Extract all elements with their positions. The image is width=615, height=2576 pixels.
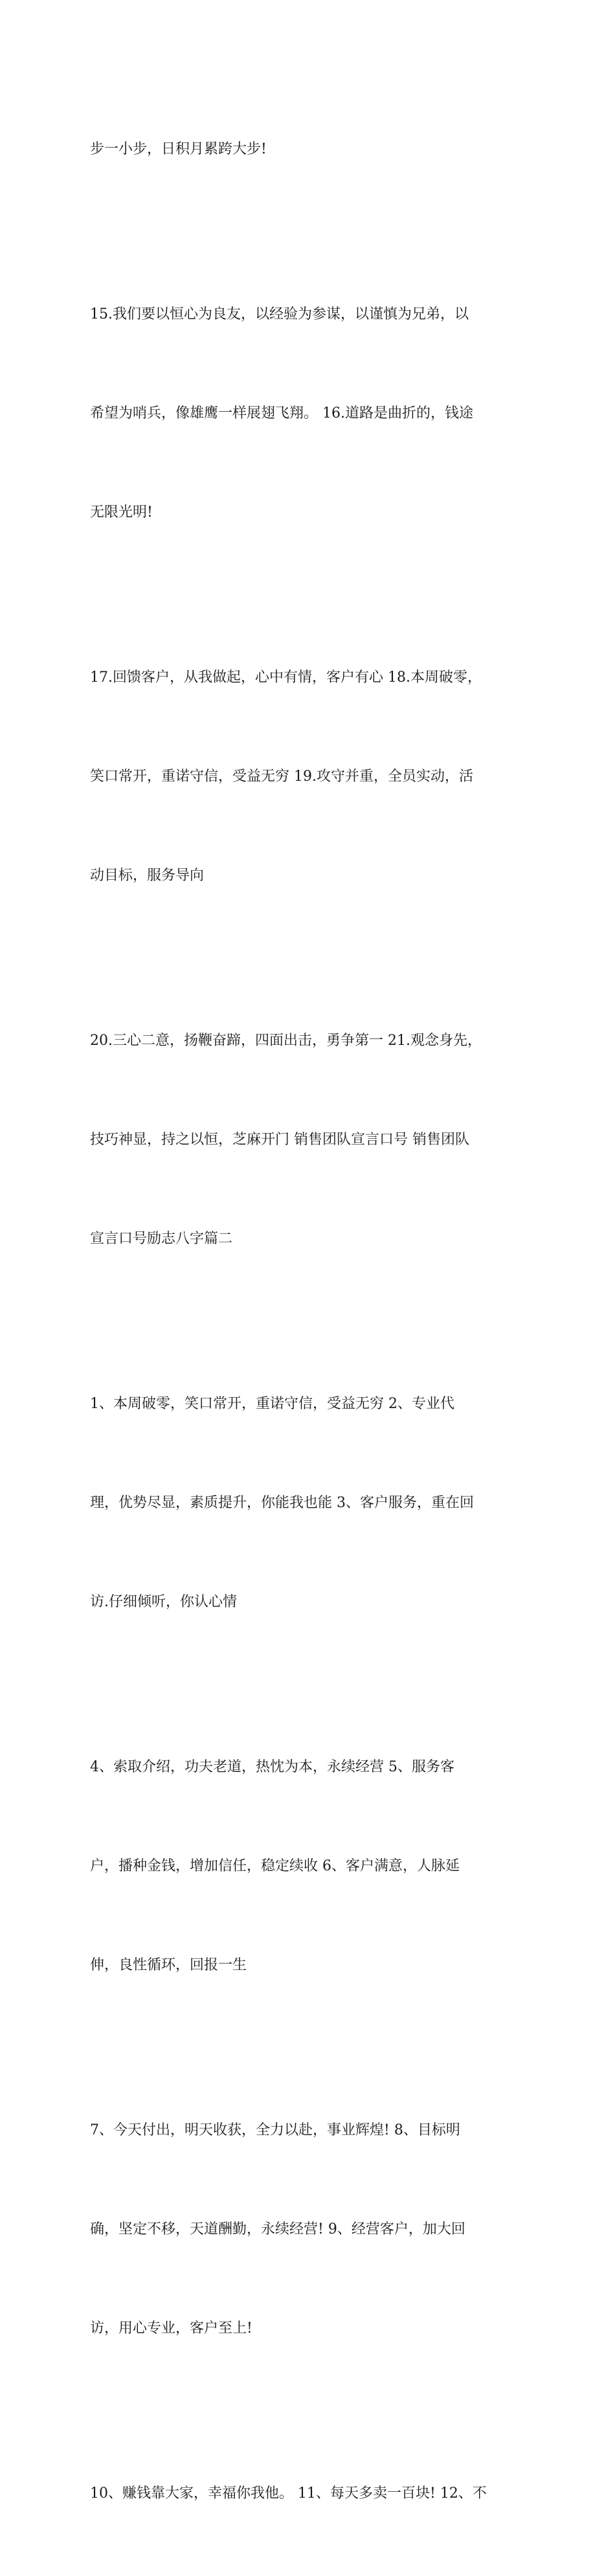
text-line: 动目标，服务导向	[90, 868, 205, 884]
text-line: 15.我们要以恒心为良友，以经验为参谋，以谨慎为兄弟，以	[90, 306, 469, 322]
paragraph	[90, 2048, 525, 2411]
text-line: 4、索取介绍，功夫老道，热忱为本，永续经营 5、服务客	[90, 1759, 454, 1775]
text-line: 伸，良性循环，回报一生	[90, 1957, 247, 1973]
text-line: 技巧神显，持之以恒，芝麻开门 销售团队宣言口号 销售团队	[90, 1132, 469, 1148]
text-line: 7、今天付出，明天收获，全力以赴，事业辉煌! 8、目标明	[90, 2122, 460, 2138]
text-line: 20.三心二意，扬鞭奋蹄，四面出击，勇争第一 21.观念身先，	[90, 1033, 482, 1049]
paragraph	[90, 1321, 525, 1685]
text-line: 户，播种金钱，增加信任，稳定续收 6、客户满意，人脉延	[90, 1858, 460, 1874]
text-line: 步一小步，日积月累跨大步!	[90, 141, 267, 157]
text-line: 理，优势尽显，素质提升，你能我也能 3、客户服务，重在回	[90, 1495, 474, 1511]
text-line: 确，坚定不移，天道酬勤，永续经营! 9、经营客户，加大回	[90, 2221, 465, 2237]
paragraph	[90, 2411, 525, 2576]
paragraph	[90, 67, 525, 232]
document-body	[90, 67, 525, 2576]
text-line: 无限光明!	[90, 504, 153, 521]
text-line: 17.回馈客户，从我做起，心中有情，客户有心 18.本周破零，	[90, 669, 482, 686]
text-line: 笑口常开，重诺守信，受益无穷 19.攻守并重，全员实动，活	[90, 768, 473, 785]
text-line: 希望为哨兵，像雄鹰一样展翅飞翔。 16.道路是曲折的，钱途	[90, 405, 473, 421]
paragraph	[90, 1685, 525, 2048]
paragraph	[90, 958, 525, 1321]
text-line: 1、本周破零，笑口常开，重诺守信，受益无穷 2、专业代	[90, 1396, 454, 1412]
text-line: 访，用心专业，客户至上!	[90, 2320, 252, 2336]
text-line: 访.仔细倾听，你认心情	[90, 1594, 237, 1610]
paragraph	[90, 595, 525, 958]
text-line: 宣言口号励志八字篇二	[90, 1231, 233, 1247]
text-line: 10、赚钱靠大家，幸福你我他。 11、每天多卖一百块! 12、不	[90, 2485, 487, 2502]
paragraph	[90, 232, 525, 595]
